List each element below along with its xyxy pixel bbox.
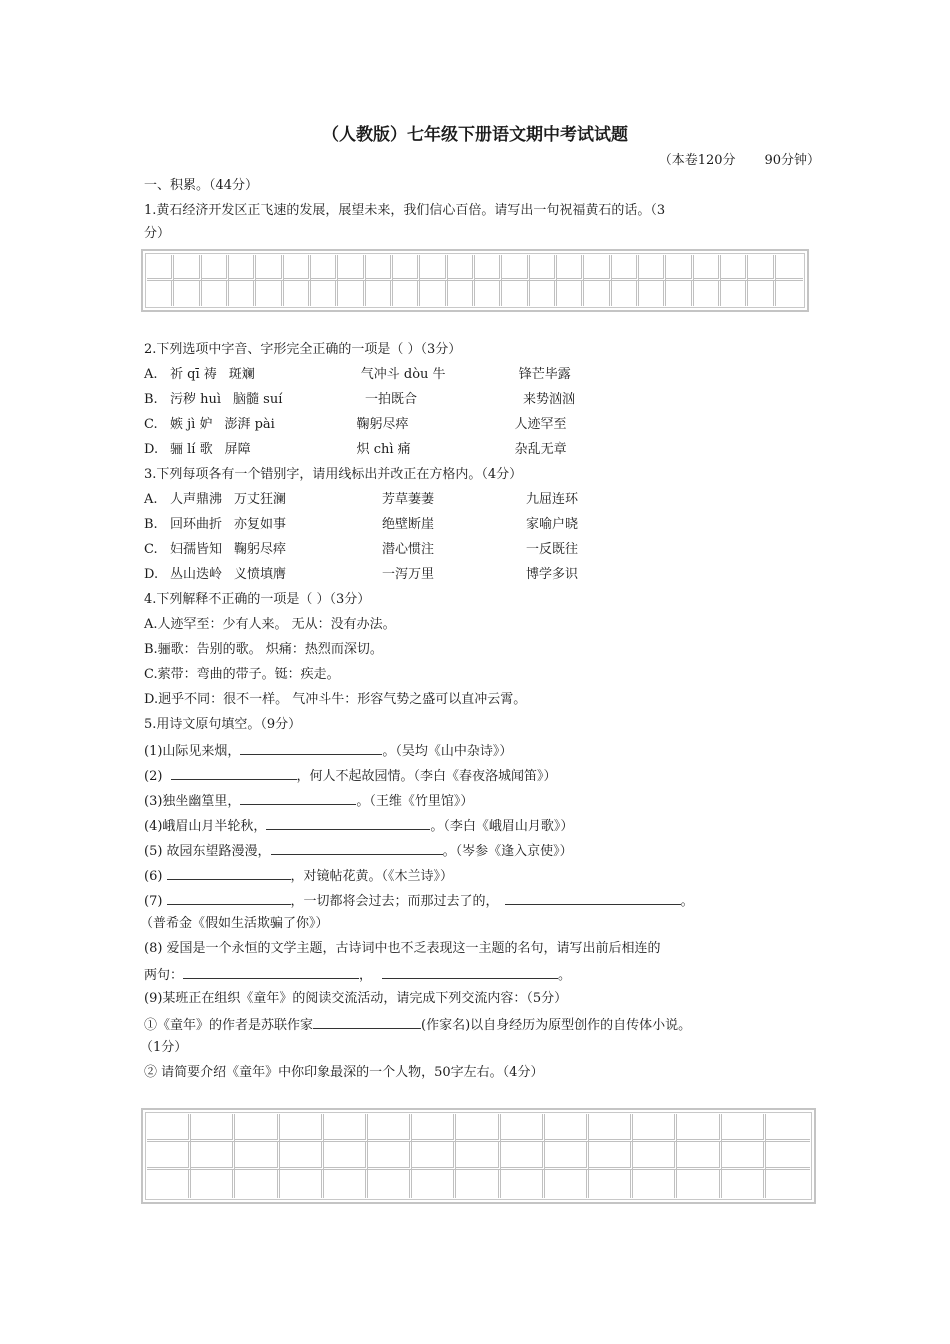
- q2-option-row: [144, 415, 824, 435]
- q3-option-item: 回环曲折: [170, 517, 223, 532]
- q5-item-6-post: ，对镜帖花黄。（《木兰诗》）: [290, 869, 454, 884]
- q3-option-row: [144, 515, 824, 535]
- q5-item-9-sub1: [144, 1014, 824, 1036]
- q2-option-label: C.: [144, 417, 158, 432]
- q3-option-item: 万丈狂澜: [234, 492, 287, 507]
- grid-cell[interactable]: [412, 1142, 456, 1170]
- grid-cell[interactable]: [776, 281, 803, 307]
- q5-item-3-blank[interactable]: [240, 790, 356, 805]
- grid-cell[interactable]: [721, 281, 748, 307]
- grid-cell[interactable]: [147, 1114, 191, 1142]
- q3-option-item: 博学多识: [526, 567, 579, 582]
- q3-stem: 3.下列每项各有一个错别字，请用线标出并改正在方格内。（4分）: [144, 467, 523, 482]
- grid-cell[interactable]: [412, 1170, 456, 1198]
- q3-option-item: 妇孺皆知: [170, 542, 223, 557]
- q2-option-item: 锋芒毕露: [518, 367, 571, 382]
- q5-item-9-sub1-pre: ①《童年》的作者是苏联作家: [144, 1018, 314, 1033]
- grid-cell[interactable]: [393, 281, 420, 307]
- grid-cell[interactable]: [256, 255, 283, 281]
- grid-cell[interactable]: [147, 281, 174, 307]
- q5-item-7-source: （普希金《假如生活欺骗了你》）: [140, 916, 329, 931]
- q5-item-2: [144, 765, 824, 787]
- grid-cell[interactable]: [448, 255, 475, 281]
- exam-title: （人教版）七年级下册语文期中考试试题: [322, 125, 628, 145]
- answer-grid-q5-9[interactable]: [141, 1108, 816, 1204]
- q4-stem: 4.下列解释不正确的一项是（ ）（3分）: [144, 592, 371, 607]
- grid-cell[interactable]: [766, 1142, 810, 1170]
- grid-cell[interactable]: [235, 1114, 279, 1142]
- grid-cell[interactable]: [280, 1114, 324, 1142]
- q5-item-6: [144, 865, 824, 887]
- grid-cell[interactable]: [311, 281, 338, 307]
- grid-cell[interactable]: [147, 1170, 191, 1198]
- grid-cell[interactable]: [368, 1142, 412, 1170]
- q2-option-item: 来势汹汹: [523, 392, 576, 407]
- grid-cell[interactable]: [147, 255, 174, 281]
- grid-cell[interactable]: [589, 1114, 633, 1142]
- q2-option-item: 一拍既合: [365, 392, 418, 407]
- q5-item-4-blank[interactable]: [266, 815, 430, 830]
- grid-cell[interactable]: [174, 281, 201, 307]
- q5-item-7-mid: ，一切都将会过去；而那过去了的，: [290, 894, 499, 909]
- q3-option-item: 家喻户晓: [526, 517, 579, 532]
- q2-option-label: B.: [144, 392, 158, 407]
- q3-option-item: 一反既往: [526, 542, 579, 557]
- q5-item-5: [144, 840, 824, 862]
- q5-item-7-pre: (7): [144, 894, 167, 909]
- grid-cell[interactable]: [545, 1114, 589, 1142]
- q1-text-line1: 1.黄石经济开发区正飞速的发展，展望未来，我们信心百倍。请写出一句祝福黄石的话。（3: [144, 203, 666, 218]
- q2-option-item: 澎湃 pài: [224, 417, 275, 432]
- grid-cell[interactable]: [229, 255, 256, 281]
- grid-cell[interactable]: [202, 281, 229, 307]
- grid-cell[interactable]: [420, 281, 447, 307]
- q5-item-9-sub1-score: （1分）: [140, 1040, 188, 1055]
- grid-cell[interactable]: [501, 1170, 545, 1198]
- grid-cell[interactable]: [368, 1114, 412, 1142]
- grid-cell[interactable]: [393, 255, 420, 281]
- q5-item-8-line2: [144, 964, 824, 986]
- q5-item-2-pre: (2): [144, 769, 167, 784]
- grid-cell[interactable]: [694, 255, 721, 281]
- q3-option-item: 芳草萋萋: [382, 492, 435, 507]
- grid-cell[interactable]: [191, 1170, 235, 1198]
- q2-option-item: 骊 lí 歌: [170, 442, 213, 457]
- q4-option-c: C.萦带：弯曲的带子。铤：疾走。: [144, 667, 340, 682]
- q5-item-1-post: 。（吴均《山中杂诗》）: [382, 744, 513, 759]
- q2-option-row: [144, 390, 824, 410]
- grid-cell[interactable]: [584, 281, 611, 307]
- grid-cell[interactable]: [722, 1170, 766, 1198]
- q1-text-line2: 分）: [144, 226, 171, 241]
- grid-cell[interactable]: [694, 281, 721, 307]
- grid-cell[interactable]: [766, 1170, 810, 1198]
- q5-item-9-sub1-blank[interactable]: [313, 1014, 421, 1029]
- q5-item-9-sub2: ② 请简要介绍《童年》中你印象最深的一个人物，50字左右。（4分）: [144, 1065, 544, 1080]
- grid-cell[interactable]: [366, 255, 393, 281]
- grid-cell[interactable]: [666, 255, 693, 281]
- grid-cell[interactable]: [284, 281, 311, 307]
- q5-item-4: [144, 815, 824, 837]
- q5-item-9-sub1-post: (作家名)以自身经历为原型创作的自传体小说。: [421, 1018, 692, 1033]
- q5-item-1: [144, 740, 824, 762]
- grid-cell[interactable]: [612, 255, 639, 281]
- grid-cell[interactable]: [633, 1114, 677, 1142]
- grid-cell[interactable]: [456, 1114, 500, 1142]
- q2-option-item: 污秽 huì: [170, 392, 222, 407]
- q5-item-9-stem: (9)某班正在组织《童年》的阅读交流活动，请完成下列交流内容：（5分）: [144, 991, 568, 1006]
- grid-cell[interactable]: [475, 255, 502, 281]
- q2-option-item: 炽 chì 痛: [356, 442, 411, 457]
- q5-item-5-pre: (5) 故园东望路漫漫，: [144, 844, 271, 859]
- q3-option-item: 九屈连环: [526, 492, 579, 507]
- q5-item-8-pre: 两句：: [144, 968, 184, 983]
- q3-option-item: 丛山迭岭: [170, 567, 223, 582]
- q3-option-label: D.: [144, 567, 159, 582]
- grid-cell[interactable]: [530, 255, 557, 281]
- q5-item-7-post: 。: [680, 894, 694, 909]
- q5-stem: 5.用诗文原句填空。（9分）: [144, 717, 302, 732]
- grid-cell[interactable]: [584, 255, 611, 281]
- grid-cell[interactable]: [589, 1170, 633, 1198]
- grid-cell[interactable]: [475, 281, 502, 307]
- q2-option-item: 鞠躬尽瘁: [356, 417, 409, 432]
- q5-item-6-blank[interactable]: [167, 865, 291, 880]
- q5-item-1-blank[interactable]: [240, 740, 382, 755]
- grid-cell[interactable]: [633, 1170, 677, 1198]
- q3-option-item: 绝壁断崖: [382, 517, 435, 532]
- grid-cell[interactable]: [280, 1170, 324, 1198]
- grid-cell[interactable]: [557, 255, 584, 281]
- grid-cell[interactable]: [412, 1114, 456, 1142]
- q2-option-item: 脑髓 suí: [233, 392, 283, 407]
- q2-option-item: 斑斓: [228, 367, 255, 382]
- grid-cell[interactable]: [530, 281, 557, 307]
- grid-cell[interactable]: [639, 255, 666, 281]
- grid-cell[interactable]: [545, 1142, 589, 1170]
- q2-option-item: 人迹罕至: [514, 417, 567, 432]
- q5-item-5-post: 。（岑参《逢入京使》）: [442, 844, 573, 859]
- grid-cell[interactable]: [721, 255, 748, 281]
- grid-cell[interactable]: [235, 1170, 279, 1198]
- q5-item-3-post: 。（王维《竹里馆》）: [356, 794, 474, 809]
- grid-cell[interactable]: [722, 1114, 766, 1142]
- q5-item-7-blank-2[interactable]: [505, 890, 681, 905]
- q3-option-row: [144, 490, 824, 510]
- q5-item-8-mid: ，: [359, 968, 373, 983]
- grid-cell[interactable]: [191, 1114, 235, 1142]
- grid-cell[interactable]: [202, 255, 229, 281]
- grid-cell[interactable]: [748, 255, 775, 281]
- section-heading: 一、积累。（44分）: [144, 178, 259, 193]
- q3-option-item: 义愤填膺: [234, 567, 287, 582]
- grid-cell[interactable]: [666, 281, 693, 307]
- q3-option-label: B.: [144, 517, 158, 532]
- q3-option-row: [144, 540, 824, 560]
- q3-option-item: 鞠躬尽瘁: [234, 542, 287, 557]
- q5-item-2-post: ，何人不起故园情。（李白《春夜洛城闻笛》）: [296, 769, 557, 784]
- q5-item-7: [144, 890, 824, 912]
- grid-cell[interactable]: [311, 255, 338, 281]
- q2-option-row: [144, 440, 824, 460]
- q2-option-item: 杂乱无章: [514, 442, 567, 457]
- q5-item-4-pre: (4)峨眉山月半轮秋，: [144, 819, 267, 834]
- q5-item-4-post: 。（李白《峨眉山月歌》）: [430, 819, 574, 834]
- grid-cell[interactable]: [748, 281, 775, 307]
- exam-subtitle: （本卷120分 90分钟）: [658, 153, 820, 168]
- q2-option-label: D.: [144, 442, 159, 457]
- grid-cell[interactable]: [368, 1170, 412, 1198]
- q2-option-label: A.: [144, 367, 158, 382]
- q3-option-item: 亦复如事: [234, 517, 287, 532]
- q5-item-8-blank-2[interactable]: [382, 964, 558, 979]
- q2-option-item: 屏障: [224, 442, 251, 457]
- grid-cell[interactable]: [722, 1142, 766, 1170]
- grid-cell[interactable]: [338, 255, 365, 281]
- q5-item-3: [144, 790, 824, 812]
- q5-item-8-blank-1[interactable]: [183, 964, 359, 979]
- grid-cell[interactable]: [366, 281, 393, 307]
- q3-option-item: 一泻万里: [382, 567, 435, 582]
- grid-cell[interactable]: [545, 1170, 589, 1198]
- answer-grid-q1[interactable]: [141, 249, 809, 312]
- q5-item-2-blank[interactable]: [171, 765, 297, 780]
- grid-cell[interactable]: [589, 1142, 633, 1170]
- grid-cell[interactable]: [324, 1114, 368, 1142]
- grid-cell[interactable]: [147, 1142, 191, 1170]
- grid-cell[interactable]: [284, 255, 311, 281]
- answer-grid-q1-cells: [147, 255, 803, 306]
- grid-cell[interactable]: [633, 1142, 677, 1170]
- grid-cell[interactable]: [420, 255, 447, 281]
- grid-cell[interactable]: [502, 255, 529, 281]
- q2-option-item: 气冲斗 dòu 牛: [360, 367, 446, 382]
- q5-item-5-blank[interactable]: [271, 840, 443, 855]
- grid-cell[interactable]: [324, 1142, 368, 1170]
- grid-cell[interactable]: [191, 1142, 235, 1170]
- grid-cell[interactable]: [229, 281, 256, 307]
- grid-cell[interactable]: [776, 255, 803, 281]
- grid-cell[interactable]: [766, 1114, 810, 1142]
- q3-option-row: [144, 565, 824, 585]
- q2-option-item: 祈 qī 祷: [170, 367, 217, 382]
- q3-option-item: 人声鼎沸: [170, 492, 223, 507]
- q2-option-row: [144, 365, 824, 385]
- grid-cell[interactable]: [677, 1142, 721, 1170]
- q3-option-item: 潜心惯注: [382, 542, 435, 557]
- q4-option-a: A.人迹罕至：少有人来。 无从：没有办法。: [144, 617, 396, 632]
- grid-cell[interactable]: [256, 281, 283, 307]
- q4-option-d: D.迥乎不同：很不一样。 气冲斗牛：形容气势之盛可以直冲云霄。: [144, 692, 527, 707]
- q3-option-label: C.: [144, 542, 158, 557]
- grid-cell[interactable]: [235, 1142, 279, 1170]
- grid-cell[interactable]: [639, 281, 666, 307]
- q5-item-1-pre: (1)山际见来烟，: [144, 744, 241, 759]
- grid-cell[interactable]: [501, 1142, 545, 1170]
- grid-cell[interactable]: [557, 281, 584, 307]
- grid-cell[interactable]: [677, 1170, 721, 1198]
- q2-option-item: 嫉 jì 妒: [170, 417, 213, 432]
- q4-option-b: B.骊歌：告别的歌。 炽痛：热烈而深切。: [144, 642, 383, 657]
- grid-cell[interactable]: [280, 1142, 324, 1170]
- q5-item-3-pre: (3)独坐幽篁里，: [144, 794, 241, 809]
- grid-cell[interactable]: [456, 1142, 500, 1170]
- grid-cell[interactable]: [677, 1114, 721, 1142]
- q5-item-7-blank-1[interactable]: [167, 890, 291, 905]
- grid-cell[interactable]: [324, 1170, 368, 1198]
- q3-option-label: A.: [144, 492, 158, 507]
- grid-cell[interactable]: [174, 255, 201, 281]
- answer-grid-q5-9-cells: [147, 1114, 810, 1198]
- grid-cell[interactable]: [456, 1170, 500, 1198]
- grid-cell[interactable]: [612, 281, 639, 307]
- q5-item-8-line1: (8) 爱国是一个永恒的文学主题，古诗词中也不乏表现这一主题的名句，请写出前后相连的: [144, 941, 661, 956]
- grid-cell[interactable]: [338, 281, 365, 307]
- q2-stem: 2.下列选项中字音、字形完全正确的一项是（ ）（3分）: [144, 342, 462, 357]
- q5-item-8-post: 。: [558, 968, 572, 983]
- q5-item-6-pre: (6): [144, 869, 167, 884]
- grid-cell[interactable]: [448, 281, 475, 307]
- grid-cell[interactable]: [502, 281, 529, 307]
- grid-cell[interactable]: [501, 1114, 545, 1142]
